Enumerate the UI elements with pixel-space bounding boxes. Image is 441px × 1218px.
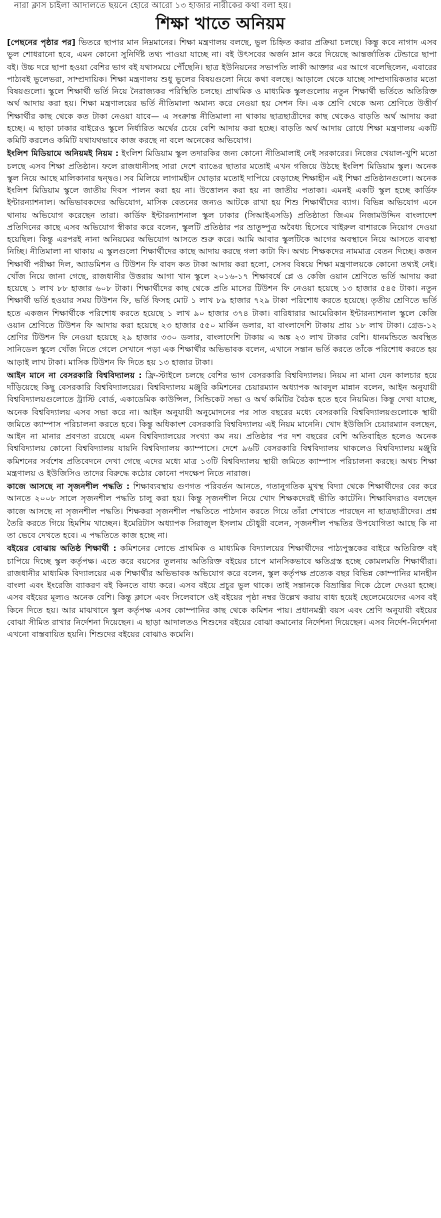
article-paragraph <box>7 542 437 640</box>
subheading: আইন মানে না বেসরকারি বিশ্ববিদ্যালয় : <box>7 369 142 380</box>
paragraph-text: শিক্ষাব্যবস্থায় গুণগত পরিবর্তন আনতে, গতানুগতিক মুখস্থ বিদ্যা থেকে শিক্ষার্থীদের বের করে আনতে ২০০৮ সালে সৃজনশীল পদ্ধতি চালু করা হয়। কিন্তু সৃজনশীল নিয়ে খোদ শিক্ষকদেরই ভীতি কাটেনি। শিক্ষাবিদরাও বলছেন কাজে আসছে না সৃজনশীল পদ্ধতি। শিক্ষকরা সৃজনশীল পদ্ধতিতে পাঠদান করতে গিয়ে তাঁরা শেখাতে পারছেন না ছাত্রছাত্রীদের। প্রশ্ন তৈরি করতে গিয়ে হিমশিম খাচ্ছেন। ইমেরিটাস অধ্যাপক সিরাজুল ইসলাম চৌধুরী বলেন, সৃজনশীল পদ্ধতির উপযোগিতা আছে কি না তা ভেবে দেখতে হবে। এ পদ্ধতিতে কাজ হচ্ছে না। <box>7 481 437 540</box>
paragraph-text: ফ্রি-স্টাইলে চলছে বেশির ভাগ বেসরকারি বিশ্ববিদ্যালয়। নিয়ম না মানা যেন কালচার হয়ে দাঁড়িয়েছে কিছু বেসরকারি বিশ্ববিদ্যালয়ের। বিশ্ববিদ্যালয় মঞ্জুরি কমিশনের চেয়ারম্যান অধ্যাপক আবদুল মান্নান বলেন, আইন অনুযায়ী বিশ্ববিদ্যালয়গুলোতে ট্রাস্টি বোর্ড, একাডেমিক কাউন্সিল, সিন্ডিকেট সভা ও অর্থ কমিটির বৈঠক হতে হবে নিয়মিত। কিন্তু দেখা যাচ্ছে, অনেক বিশ্ববিদ্যালয় এসব সভা করে না। আইন অনুযায়ী অনুমোদনের পর সাত বছরের মধ্যে বেসরকারি বিশ্ববিদ্যালয়গুলোকে স্থায়ী জমিতে ক্যাম্পাস পরিচালনা করতে হবে। কিন্তু অধিকাংশ বেসরকারি বিশ্ববিদ্যালয় এই নিয়ম মানেনি। খোদ ইউজিসি চেয়ারম্যান বলছেন, আইন না মানার প্রবণতা রয়েছে এমন বিশ্ববিদ্যালয়ের সংখ্যা কম নয়। প্রতিষ্ঠার পর দশ বছরের বেশি অতিবাহিত হলেও অনেক বিশ্ববিদ্যালয় কোনো বিশ্ববিদ্যালয় যায়নি বিশ্ববিদ্যালয় ক্যাম্পাসে। দেশে ৯৬টি বেসরকারি বিশ্ববিদ্যালয় থাকলেও বিশ্ববিদ্যালয় মঞ্জুরি কমিশনের সর্বশেষ প্রতিবেদনে দেখা গেছে এদের মধ্যে মাত্র ১৩টি বিশ্ববিদ্যালয় স্থায়ী জমিতে ক্যাম্পাস পরিচালনা করছে। অথচ শিক্ষা মন্ত্রণালয় ও ইউজিসিও তাদের বিরুদ্ধে কঠোর কোনো পদক্ষেপ নিতে নারাজ। <box>7 369 437 478</box>
article-paragraph <box>7 369 437 479</box>
article-paragraph <box>7 36 437 146</box>
paragraph-text: ভিতরে ছাপার মান নিম্নমানের। শিক্ষা মন্ত্রণালয় বলছে, ভুল চিহ্নিত করার প্রক্রিয়া চলছে। কিন্তু কবে নাগাদ এসব ভুল শোধরানো হবে, এমন কোনো সুনির্দিষ্ট তথ্য পাওয়া যাচ্ছে না। বই উৎসবের অর্জন ম্লান করে দিয়েছে আন্তর্জাতিক টেন্ডারে ছাপা বই। উচ্চ দরে ছাপা হওয়া বেশির ভাগ বই যথাসময়ে পৌঁছেনি। ছাত্র ইউনিয়নের সভাপতি লাকী আক্তার এর আগে বলেছিলেন, এবারের পাঠ্যবই ভুলেভরা, সাম্প্রদায়িক। শিক্ষা মন্ত্রণালয় শুধু ভুলের বিষয়গুলো নিয়ে কথা বলছে। আড়ালে থেকে যাচ্ছে সাম্প্রদায়িকতার মতো বিষয়গুলো। স্কুলে শিক্ষার্থী ভর্তি নিয়ে নৈরাজ্যকর পরিস্থিতি চলছে। প্রাথমিক ও মাধ্যমিক স্কুলগুলোয় নতুন শিক্ষার্থী ভর্তিতে অতিরিক্ত অর্থ আদায় করা হয়। শিক্ষা মন্ত্রণালয়ের ভর্তি নীতিমালা অমান্য করে নেওয়া হয় সেশন ফি। এক শ্রেণি থেকে অন্য শ্রেণিতে উত্তীর্ণ শিক্ষার্থীর কাছ থেকে কত টাকা নেওয়া যাবে— এ সংক্রান্ত নীতিমালা না থাকায় ছাত্রছাত্রীদের কাছ থেকেও বাড়তি অর্থ আদায় করা হচ্ছে। এ ছাড়া ঢাকার বাইরেও স্কুলে নির্ধারিত অর্থের চেয়ে বেশি আদায় করা হচ্ছে। বাড়তি অর্থ আদায় রোধে শিক্ষা মন্ত্রণালয় একটি কমিটি করলেও কমিটি যথাযথভাবে কাজ করছে না বলে অনেকের অভিযোগ। <box>7 37 437 145</box>
paragraph-text: কমিশনের লোভে প্রাথমিক ও মাধ্যমিক বিদ্যালয়ের শিক্ষার্থীদের পাঠ্যপুস্তকের বাইরে অতিরিক্ত বই চাপিয়ে দিচ্ছে স্কুল কর্তৃপক্ষ। এতে করে বয়সের তুলনায় অতিরিক্ত বইয়ের চাপে মানসিকভাবে ক্ষতিগ্রস্ত হচ্ছে কোমলমতি শিক্ষার্থীরা। রাজধানীর মাধ্যমিক বিদ্যালয়ের এক শিক্ষার্থীর অভিভাবক অভিযোগ করে বলেন, স্কুল কর্তৃপক্ষ প্রত্যেক বছর বিভিন্ন কোম্পানির মানহীন বাংলা এবং ইংরেজি ব্যাকরণ বই কিনতে বাধ্য করে। এসব বইয়ে প্রচুর ভুল থাকে। তাই সন্তানকে বিভ্রান্তির দিকে ঠেলে দেওয়া হচ্ছে। এসব বইয়ের মূল্যও অনেক বেশি। কিন্তু ক্লাসে এবং সিলেবাসে ওই বইয়ের পৃষ্ঠা নম্বর উল্লেখ করায় বাধ্য হয়েই ছেলেমেয়েদের এসব বই কিনে দিতে হয়। আর মাঝখানে স্কুল কর্তৃপক্ষ এসব কোম্পানির কাছ থেকে কমিশন পায়। প্রধানমন্ত্রী বয়স এবং শ্রেণি অনুযায়ী বইয়ের বোঝা সীমিত রাখার নির্দেশনা দিয়েছেন। এ ছাড়া আদালতও শিশুদের বইয়ের বোঝা কমানোর নির্দেশনা দিয়েছেন। এসব নির্দেশ-নির্দেশনা এখনো বাস্তবায়িত হয়নি। শিশুদের বইয়ের বোঝাও কমেনি। <box>7 543 437 639</box>
continuation-marker: [পেছনের পৃষ্ঠার পর] <box>7 37 76 47</box>
article-body <box>0 36 441 1218</box>
subheading: কাজে আসছে না সৃজনশীল পদ্ধতি : <box>7 481 130 491</box>
article-paragraph <box>7 147 437 368</box>
previous-story-tail: নারা ক্লাস চাইলা আদালতে ছয়নে হোরে আরো ১৩ হাজার নারীকের কথা বলা হয়। <box>14 1 292 11</box>
paragraph-text: ইংলিশ মিডিয়াম স্কুল তদারকির জন্য কোনো নীতিমালাই নেই সরকারের। নিজের খেয়াল-খুশি মতো চলছে এসব শিক্ষা প্রতিষ্ঠান। ফলে রাজধানীসহ সারা দেশে ব্যাঙের ছাতার মতোই এখন গজিয়ে উঠছে ইংলিশ মিডিয়াম স্কুল। অনেক স্কুল নিয়ে আছে মালিকানার দ্বন্দ্বও। সব মিলিয়ে লাগামহীন ঘোড়ার মতোই দাপিয়ে বেড়াচ্ছে শিক্ষাহীন এই শিক্ষা প্রতিষ্ঠানগুলো। অনেক ইংলিশ মিডিয়াম স্কুলে জাতীয় দিবস পালন করা হয় না। উত্তোলন করা হয় না জাতীয় পতাকা। এমনই একটি স্কুল হচ্ছে কার্ডিফ ইন্টারন্যাশনাল। অভিভাবকদের অভিযোগ, মাসিক বেতনের জন্যও আটকে রাখা হয় শিশু শিক্ষার্থীদের ব্যাগ। বিভিন্ন অভিযোগ এনে থানায় অভিযোগ করেছেন তারা। কার্ডিফ ইন্টারন্যাশনাল স্কুল ঢাকার (সিআইএসডি) প্রতিষ্ঠাতা জিএম নিজামউদ্দিন বাংলাদেশ প্রতিদিনের কাছে এসব অভিযোগ স্বীকার করে বলেন, স্কুলটি প্রতিষ্ঠার পর ভ্রাতুষ্পুত্র অবৈধ্য হিসেবে খাইরুল বাশারকে নিয়োগ দেওয়া হয়েছিল। কিন্তু এরপরই নানা অনিয়মের অভিযোগ আসতে শুরু করে। আমি আবার স্কুলটিকে আগের অবস্থানে নিয়ে আসতে ব্যবস্থা নিচ্ছি। নীতিমালা না থাকায় এ স্কুলগুলো শিক্ষার্থীদের কাছে আদায় করছে গলা কাটা ফি। অথচ শিক্ষকদের নামমাত্র বেতন দিচ্ছে। কজন শিক্ষার্থী পরীক্ষা দিল, অ্যাডমিশন ও টিউশন ফি বাবদ কত টাকা আদায় করা হলো, সেসব বিষয়ে শিক্ষা মন্ত্রণালয়কে কোনো তথ্যই নেই। খোঁজ নিয়ে জানা গেছে, রাজধানীর উত্তরায় আগা খান স্কুলে ২০১৬-১৭ শিক্ষাবর্ষে প্লে ও কেজি ওয়ান শ্রেণিতে ভর্তি আদায় করা হয়েছে ১ লাখ ৮৮ হাজার ৬০৮ টাকা। শিক্ষার্থীদের কাছ থেকে প্রতি মাসের টিউশন ফি নেওয়া হয়েছে ১৩ হাজার ৫৪৫ টাকা। নতুন শিক্ষার্থী ভর্তি হওয়ার সময় টিউশন ফি, ভর্তি ফিসহ মোট ১ লাখ ৮৯ হাজার ৭২৯ টাকা পরিশোধ করতে হয়েছে। তৃতীয় শ্রেণিতে ভর্তি হতে একজন শিক্ষার্থীকে পরিশোধ করতে হয়েছে ১ লাখ ৯০ হাজার ৩৭৪ টাকা। বারিধারার আমেরিকান ইন্টারন্যাশনাল স্কুলে কেজি ওয়ান শ্রেণিতে টিউশন ফি আদায় করা হয়েছে ২৩ হাজার ৫৫০ মার্কিন ডলার, যা বাংলাদেশি টাকায় প্রায় ১৮ লাখ টাকা। গ্রেড-১২ শ্রেণির টিউশন ফি নেওয়া হয়েছে ২৯ হাজার ৩৩০ ডলার, বাংলাদেশি টাকায় এ অঙ্ক ২৩ লাখ টাকার বেশি। ধানমন্ডিতে অবস্থিত সানিডেল স্কুলে খোঁজ নিতে গেলে সেখানে পড়া এক শিক্ষার্থীর অভিভাবক বলেন, এখানে সন্তান ভর্তি করতে তাঁকে পরিশোধ করতে হয় আড়াই লাখ টাকা। মাসিক টিউশন ফি দিতে হয় ১৩ হাজার টাকা। <box>7 148 437 367</box>
article-paragraph <box>7 480 437 541</box>
subheading: বইয়ের বোঝায় অতিষ্ঠ শিক্ষার্থী : <box>7 543 117 554</box>
subheading: ইংলিশ মিডিয়ামে অনিয়মই নিয়ম : <box>7 148 119 159</box>
headline: শিক্ষা খাতে অনিয়ম <box>155 14 286 33</box>
